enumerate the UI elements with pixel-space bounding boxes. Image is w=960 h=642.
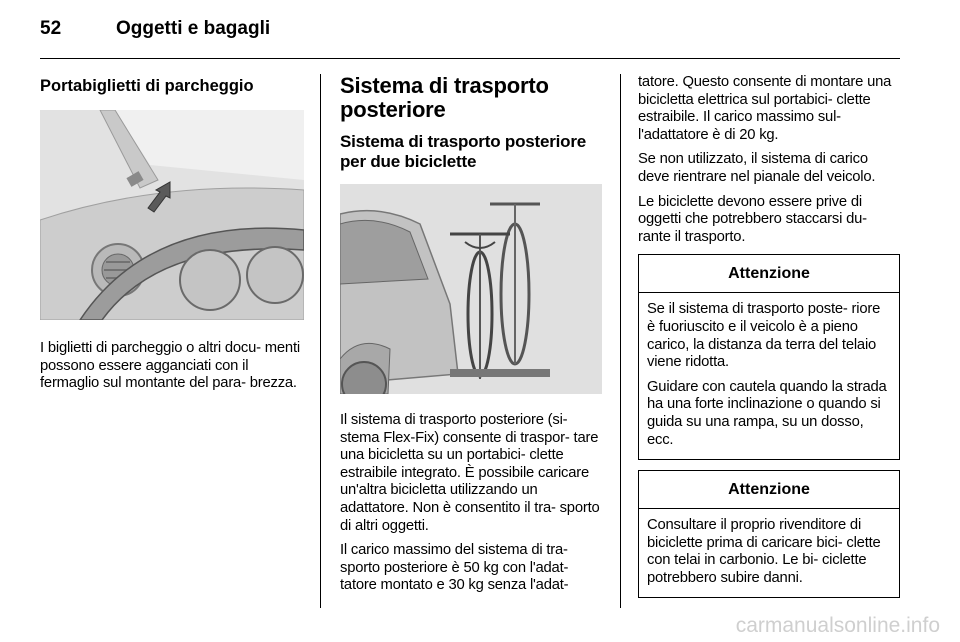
column-3 [638, 74, 900, 598]
warning-box-1-paragraph-2: Guidare con cautela quando la strada ha una forte inclinazione o quando si guida su una rampa, su un dosso, ecc. [647, 378, 887, 448]
section-title-rear-carrier: Sistema di trasporto posteriore [340, 73, 549, 122]
carrier-paragraph-3: tatore. Questo consente di montare una bicicletta elettrica sul portabici- clette estraibile. Il carico massimo sul- l'adattatore è di 20 kg. [638, 74, 892, 143]
carrier-paragraph-4: Se non utilizzato, il sistema di carico deve rientrare nel pianale del veicolo. [638, 151, 876, 185]
column-2 [340, 74, 602, 595]
warning-box-1 [638, 254, 900, 460]
figure-windscreen-pillar-clip [40, 110, 304, 320]
warning-box-1-title: Attenzione [639, 255, 899, 293]
figure-rear-bike-carrier [340, 184, 602, 394]
warning-box-2 [638, 470, 900, 598]
subsection-title-two-bicycles: Sistema di trasporto posteriore per due biciclette [340, 132, 587, 171]
watermark: carmanualsonline.info [735, 614, 940, 637]
bike-carrier-illustration [340, 184, 602, 394]
page-number: 52 [40, 18, 62, 39]
warning-box-2-paragraph-1: Consultare il proprio rivenditore di biciclette prima di caricare bici- clette con telai in carbonio. Le bi- ciclette potrebbero subire danni. [647, 517, 881, 586]
column-divider-1 [320, 74, 321, 608]
carrier-paragraph-1: Il sistema di trasporto posteriore (si- stema Flex-Fix) consente di traspor- tare una bicicletta su un portabici- clette estraibile integrato. È possibile caricare un'altra bicicletta utilizzando un adattatore. Non è consentito il tra- sporto di altri oggetti. [340, 412, 600, 534]
page-header [40, 18, 270, 48]
carrier-paragraph-2: Il carico massimo del sistema di tra- sporto posteriore è 50 kg con l'adat- tatore montato e 30 kg senza l'adat- [340, 542, 569, 594]
warning-box-2-title: Attenzione [639, 471, 899, 509]
carrier-paragraph-5: Le biciclette devono essere prive di oggetti che potrebbero staccarsi du- rante il trasporto. [638, 193, 867, 245]
column-divider-2 [620, 74, 621, 608]
parking-ticket-paragraph: I biglietti di parcheggio o altri docu- menti possono essere agganciati con il fermaglio sul montante del para- brezza. [40, 340, 300, 392]
chapter-title: Oggetti e bagagli [116, 18, 271, 39]
column-1 [40, 74, 304, 393]
warning-box-1-paragraph-1: Se il sistema di trasporto poste- riore è fuoriuscito e il veicolo è a pieno carico, la distanza da terra del telaio viene ridotta. [647, 301, 881, 371]
dashboard-illustration [40, 110, 304, 320]
header-divider [40, 58, 900, 59]
section-heading-parking-ticket-holder: Portabiglietti di parcheggio [40, 77, 254, 95]
